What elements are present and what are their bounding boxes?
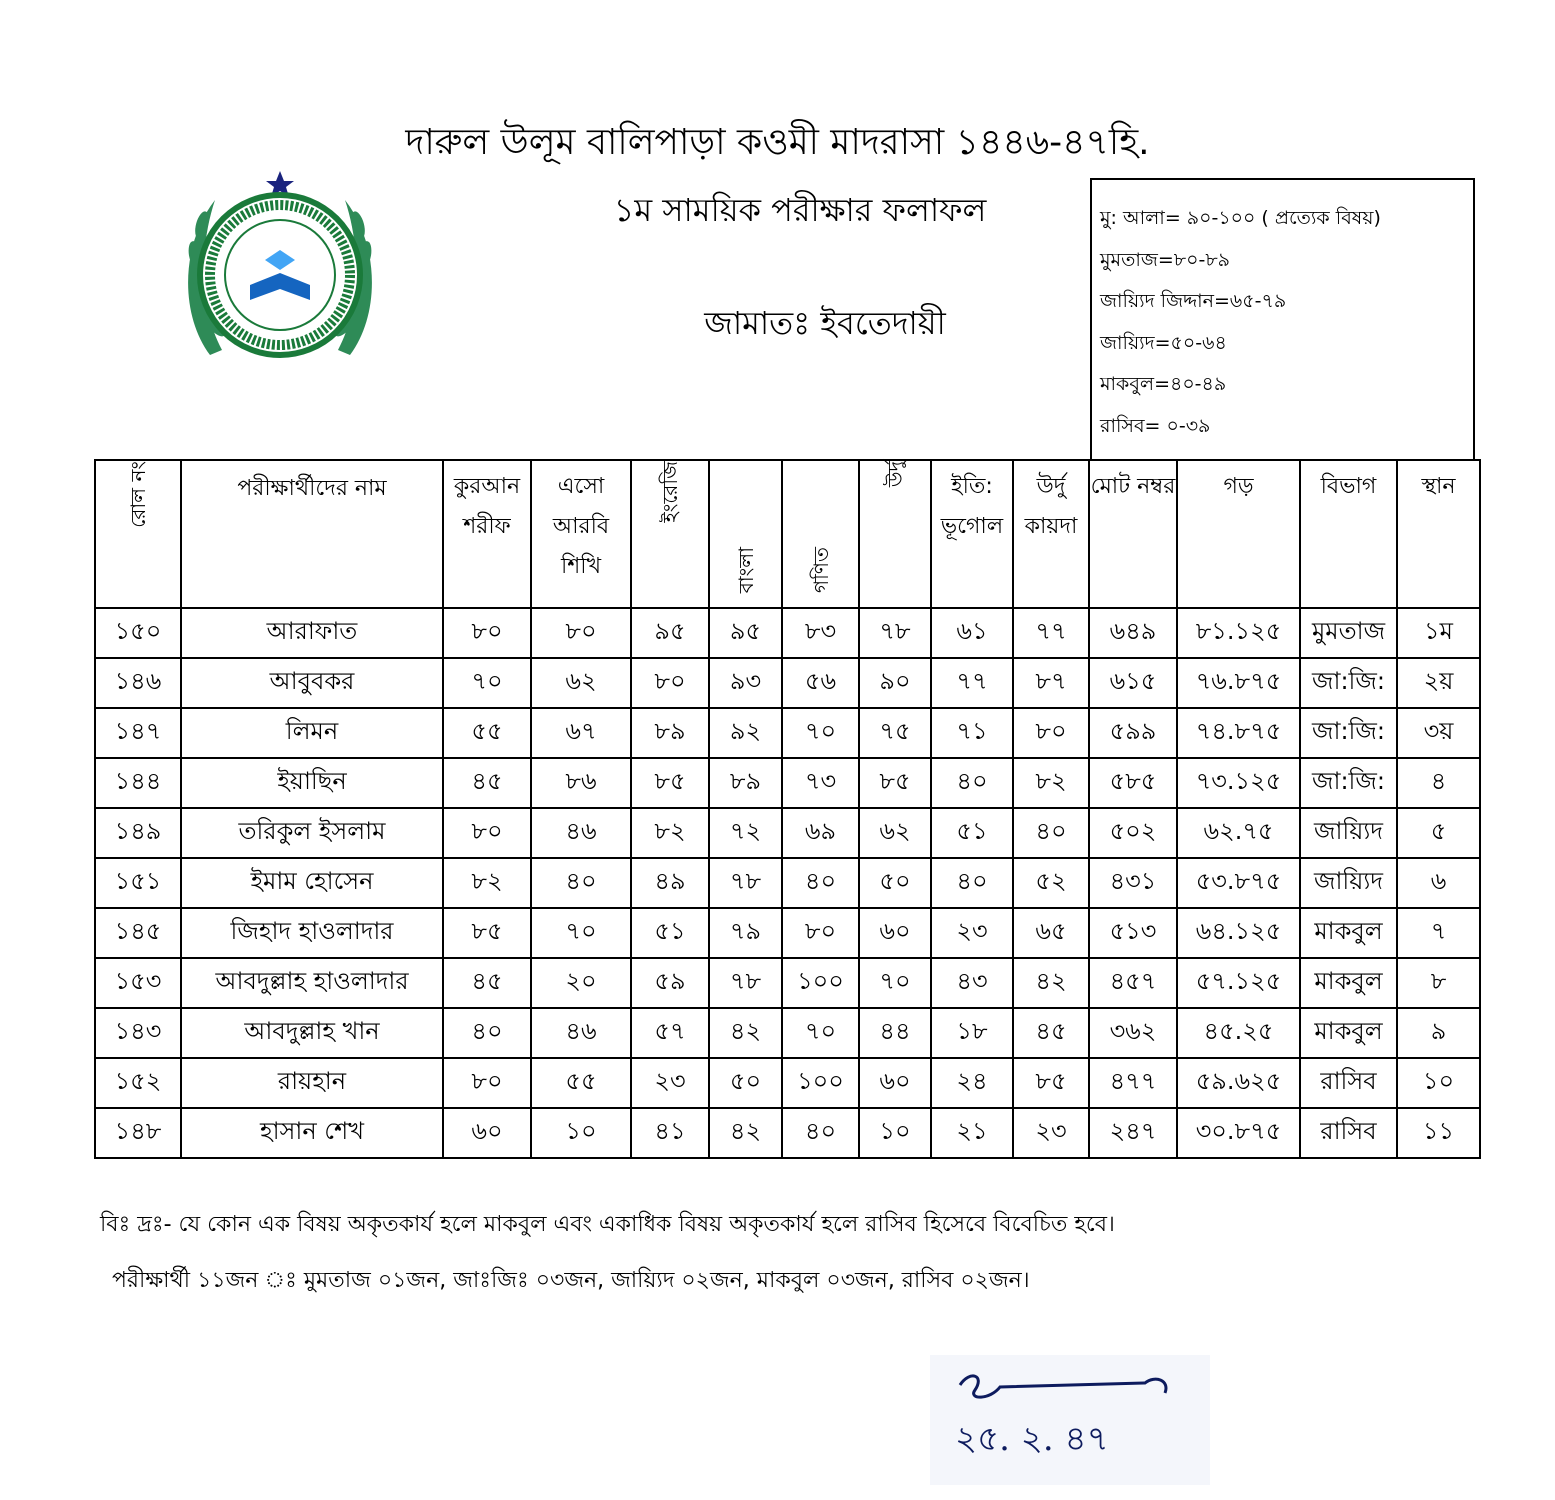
cell-math: ১০০: [782, 1058, 859, 1108]
cell-arabic: ২০: [531, 958, 631, 1008]
cell-average: ৬২.৭৫: [1177, 808, 1300, 858]
cell-history: ১৮: [931, 1008, 1013, 1058]
header-roll: রোল নং: [95, 460, 181, 608]
cell-name: হাসান শেখ: [181, 1108, 443, 1158]
header-bangla: বাংলা: [709, 460, 782, 608]
cell-arabic: ১০: [531, 1108, 631, 1158]
cell-total: ২৪৭: [1089, 1108, 1177, 1158]
grade-line: রাসিব= ০-৩৯: [1100, 414, 1211, 437]
cell-quran: ৮০: [443, 608, 531, 658]
cell-english: ৯৫: [631, 608, 709, 658]
cell-history: ২৩: [931, 908, 1013, 958]
cell-average: ৪৫.২৫: [1177, 1008, 1300, 1058]
cell-quran: ৬০: [443, 1108, 531, 1158]
cell-division: মাকবুল: [1300, 958, 1397, 1008]
cell-name: আবুবকর: [181, 658, 443, 708]
cell-bangla: ৭৯: [709, 908, 782, 958]
cell-arabic: ৭০: [531, 908, 631, 958]
cell-bangla: ৯২: [709, 708, 782, 758]
cell-name: আরাফাত: [181, 608, 443, 658]
cell-bangla: ৫০: [709, 1058, 782, 1108]
grade-line: মু: আলা= ৯০-১০০ ( প্রত্যেক বিষয়): [1100, 207, 1381, 229]
cell-average: ৫৩.৮৭৫: [1177, 858, 1300, 908]
cell-urdu: ৫০: [859, 858, 931, 908]
results-body: [95, 608, 1480, 1158]
cell-position: ৪: [1397, 758, 1480, 808]
cell-math: ৭০: [782, 708, 859, 758]
cell-bangla: ৯৩: [709, 658, 782, 708]
cell-total: ৪৩১: [1089, 858, 1177, 908]
cell-english: ৮২: [631, 808, 709, 858]
cell-english: ৪১: [631, 1108, 709, 1158]
header-math: গণিত: [782, 460, 859, 608]
cell-division: মুমতাজ: [1300, 608, 1397, 658]
table-row: [95, 908, 1480, 958]
grade-line: মুমতাজ=৮০-৮৯: [1100, 248, 1230, 271]
cell-arabic: ৮০: [531, 608, 631, 658]
cell-division: জা:জি:: [1300, 708, 1397, 758]
cell-bangla: ৮৯: [709, 758, 782, 808]
cell-bangla: ৭২: [709, 808, 782, 858]
grading-legend: [1090, 178, 1475, 460]
table-row: [95, 758, 1480, 808]
header-position: স্থান: [1397, 460, 1480, 608]
header-urdu: উর্দু: [859, 460, 931, 608]
cell-total: ৫৯৯: [1089, 708, 1177, 758]
cell-urdu: ৯০: [859, 658, 931, 708]
cell-position: ৫: [1397, 808, 1480, 858]
cell-division: জায়্যিদ: [1300, 858, 1397, 908]
cell-math: ১০০: [782, 958, 859, 1008]
cell-position: ৩য়: [1397, 708, 1480, 758]
header-average: গড়: [1177, 460, 1300, 608]
cell-total: ৩৬২: [1089, 1008, 1177, 1058]
cell-quran: ৮০: [443, 1058, 531, 1108]
cell-english: ৫৭: [631, 1008, 709, 1058]
results-table: [94, 459, 1481, 1159]
cell-position: ১১: [1397, 1108, 1480, 1158]
cell-bangla: ৪২: [709, 1108, 782, 1158]
madrasa-logo-seal: [170, 165, 390, 385]
cell-quran: ৭০: [443, 658, 531, 708]
cell-urdu: ৭৫: [859, 708, 931, 758]
cell-urdu: ১০: [859, 1108, 931, 1158]
table-header-row: [95, 460, 1480, 608]
cell-english: ৮০: [631, 658, 709, 708]
cell-urdu: ৮৫: [859, 758, 931, 808]
cell-average: ৫৭.১২৫: [1177, 958, 1300, 1008]
cell-name: আবদুল্লাহ খান: [181, 1008, 443, 1058]
header-name: পরীক্ষার্থীদের নাম: [181, 460, 443, 608]
cell-name: আবদুল্লাহ হাওলাদার: [181, 958, 443, 1008]
cell-average: ৭৪.৮৭৫: [1177, 708, 1300, 758]
cell-history: ৭১: [931, 708, 1013, 758]
cell-history: ৪৩: [931, 958, 1013, 1008]
header-urdu-qaida: উর্দু কায়দা: [1013, 460, 1089, 608]
cell-division: জা:জি:: [1300, 658, 1397, 708]
cell-history: ৪০: [931, 758, 1013, 808]
cell-average: ৮১.১২৫: [1177, 608, 1300, 658]
cell-quran: ৮২: [443, 858, 531, 908]
cell-position: ৮: [1397, 958, 1480, 1008]
cell-math: ৮৩: [782, 608, 859, 658]
table-row: [95, 1108, 1480, 1158]
cell-division: রাসিব: [1300, 1108, 1397, 1158]
cell-roll: ১৫২: [95, 1058, 181, 1108]
cell-position: ৬: [1397, 858, 1480, 908]
cell-history: ৭৭: [931, 658, 1013, 708]
cell-average: ৭৬.৮৭৫: [1177, 658, 1300, 708]
cell-roll: ১৪৬: [95, 658, 181, 708]
cell-name: জিহাদ হাওলাদার: [181, 908, 443, 958]
cell-urdu: ৭৮: [859, 608, 931, 658]
cell-name: তরিকুল ইসলাম: [181, 808, 443, 858]
cell-quran: ৮০: [443, 808, 531, 858]
cell-arabic: ৪৬: [531, 808, 631, 858]
table-row: [95, 608, 1480, 658]
cell-roll: ১৫১: [95, 858, 181, 908]
cell-average: ৩০.৮৭৫: [1177, 1108, 1300, 1158]
table-row: [95, 958, 1480, 1008]
grade-line: জায়্যিদ জিদ্দান=৬৫-৭৯: [1100, 290, 1287, 312]
cell-urdu-qaida: ৮৫: [1013, 1058, 1089, 1108]
cell-roll: ১৫০: [95, 608, 181, 658]
cell-math: ৭৩: [782, 758, 859, 808]
cell-english: ৫৯: [631, 958, 709, 1008]
cell-average: ৫৯.৬২৫: [1177, 1058, 1300, 1108]
table-row: [95, 658, 1480, 708]
signature-date: ২৫. ২. ৪৭: [955, 1419, 1109, 1459]
cell-urdu-qaida: ২৩: [1013, 1108, 1089, 1158]
table-row: [95, 1008, 1480, 1058]
cell-math: ৪০: [782, 858, 859, 908]
cell-total: ৫০২: [1089, 808, 1177, 858]
header-history: ইতি: ভূগোল: [931, 460, 1013, 608]
cell-english: ২৩: [631, 1058, 709, 1108]
table-row: [95, 1058, 1480, 1108]
cell-history: ৪০: [931, 858, 1013, 908]
cell-quran: ৪০: [443, 1008, 531, 1058]
cell-math: ৪০: [782, 1108, 859, 1158]
cell-quran: ৮৫: [443, 908, 531, 958]
cell-total: ৫১৩: [1089, 908, 1177, 958]
cell-urdu: ৭০: [859, 958, 931, 1008]
cell-english: ৮৫: [631, 758, 709, 808]
cell-urdu-qaida: ৮২: [1013, 758, 1089, 808]
cell-math: ৬৯: [782, 808, 859, 858]
cell-roll: ১৪৪: [95, 758, 181, 808]
cell-position: ১ম: [1397, 608, 1480, 658]
cell-name: ইয়াছিন: [181, 758, 443, 808]
cell-history: ২৪: [931, 1058, 1013, 1108]
cell-average: ৬৪.১২৫: [1177, 908, 1300, 958]
cell-urdu-qaida: ৫২: [1013, 858, 1089, 908]
cell-roll: ১৪৫: [95, 908, 181, 958]
cell-total: ৪৫৭: [1089, 958, 1177, 1008]
cell-arabic: ৮৬: [531, 758, 631, 808]
cell-arabic: ৬২: [531, 658, 631, 708]
cell-urdu-qaida: ৪০: [1013, 808, 1089, 858]
header-division: বিভাগ: [1300, 460, 1397, 608]
cell-roll: ১৪৮: [95, 1108, 181, 1158]
cell-bangla: ৭৮: [709, 958, 782, 1008]
cell-position: ২য়: [1397, 658, 1480, 708]
cell-urdu: ৬০: [859, 1058, 931, 1108]
cell-urdu-qaida: ৪২: [1013, 958, 1089, 1008]
cell-average: ৭৩.১২৫: [1177, 758, 1300, 808]
cell-division: রাসিব: [1300, 1058, 1397, 1108]
cell-name: রায়হান: [181, 1058, 443, 1108]
cell-position: ৯: [1397, 1008, 1480, 1058]
cell-roll: ১৫৩: [95, 958, 181, 1008]
cell-name: লিমন: [181, 708, 443, 758]
cell-division: জা:জি:: [1300, 758, 1397, 808]
table-row: [95, 808, 1480, 858]
cell-history: ৫১: [931, 808, 1013, 858]
cell-math: ৫৬: [782, 658, 859, 708]
grade-line: জায়্যিদ=৫০-৬৪: [1100, 331, 1227, 354]
class-label: জামাতঃ ইবতেদায়ী: [704, 304, 946, 342]
cell-position: ৭: [1397, 908, 1480, 958]
cell-quran: ৪৫: [443, 958, 531, 1008]
cell-english: ৫১: [631, 908, 709, 958]
cell-quran: ৫৫: [443, 708, 531, 758]
cell-division: মাকবুল: [1300, 908, 1397, 958]
cell-total: ৬১৫: [1089, 658, 1177, 708]
cell-urdu-qaida: ৭৭: [1013, 608, 1089, 658]
header-english: ইংরেজি: [631, 460, 709, 608]
cell-arabic: ৬৭: [531, 708, 631, 758]
cell-quran: ৪৫: [443, 758, 531, 808]
cell-urdu-qaida: ৬৫: [1013, 908, 1089, 958]
table-row: [95, 858, 1480, 908]
cell-english: ৮৯: [631, 708, 709, 758]
cell-roll: ১৪৭: [95, 708, 181, 758]
cell-urdu: ৬২: [859, 808, 931, 858]
header-arabic: এসো আরবি শিখি: [531, 460, 631, 608]
cell-history: ২১: [931, 1108, 1013, 1158]
header-total: মোট নম্বর: [1089, 460, 1177, 608]
cell-urdu-qaida: ৮৭: [1013, 658, 1089, 708]
signature: [930, 1355, 1210, 1485]
cell-math: ৮০: [782, 908, 859, 958]
cell-position: ১০: [1397, 1058, 1480, 1108]
cell-arabic: ৫৫: [531, 1058, 631, 1108]
cell-bangla: ৪২: [709, 1008, 782, 1058]
footer-note: বিঃ দ্রঃ- যে কোন এক বিষয় অকৃতকার্য হলে মাকবুল এবং একাধিক বিষয় অকৃতকার্য হলে রাসিব হিসেবে বিবেচিত হবে।: [100, 1212, 1115, 1237]
cell-arabic: ৪৬: [531, 1008, 631, 1058]
institution-title: দারুল উলূম বালিপাড়া কওমী মাদরাসা ১৪৪৬-৪৭হি.: [405, 122, 1150, 163]
cell-total: ৪৭৭: [1089, 1058, 1177, 1108]
table-row: [95, 708, 1480, 758]
cell-urdu: ৪৪: [859, 1008, 931, 1058]
cell-english: ৪৯: [631, 858, 709, 908]
cell-urdu-qaida: ৪৫: [1013, 1008, 1089, 1058]
cell-roll: ১৪৩: [95, 1008, 181, 1058]
cell-total: ৬৪৯: [1089, 608, 1177, 658]
cell-division: মাকবুল: [1300, 1008, 1397, 1058]
footer-summary: পরীক্ষার্থী ১১জন ঃ মুমতাজ ০১জন, জাঃজিঃ ০৩জন, জায়্যিদ ০২জন, মাকবুল ০৩জন, রাসিব ০২জন।: [112, 1268, 1030, 1293]
cell-math: ৭০: [782, 1008, 859, 1058]
cell-roll: ১৪৯: [95, 808, 181, 858]
cell-bangla: ৯৫: [709, 608, 782, 658]
cell-bangla: ৭৮: [709, 858, 782, 908]
cell-urdu: ৬০: [859, 908, 931, 958]
cell-division: জায়্যিদ: [1300, 808, 1397, 858]
cell-arabic: ৪০: [531, 858, 631, 908]
grade-line: মাকবুল=৪০-৪৯: [1100, 373, 1227, 395]
cell-history: ৬১: [931, 608, 1013, 658]
cell-total: ৫৮৫: [1089, 758, 1177, 808]
header-quran: কুরআন শরীফ: [443, 460, 531, 608]
exam-title: ১ম সাময়িক পরীক্ষার ফলাফল: [613, 191, 987, 229]
cell-name: ইমাম হোসেন: [181, 858, 443, 908]
cell-urdu-qaida: ৮০: [1013, 708, 1089, 758]
